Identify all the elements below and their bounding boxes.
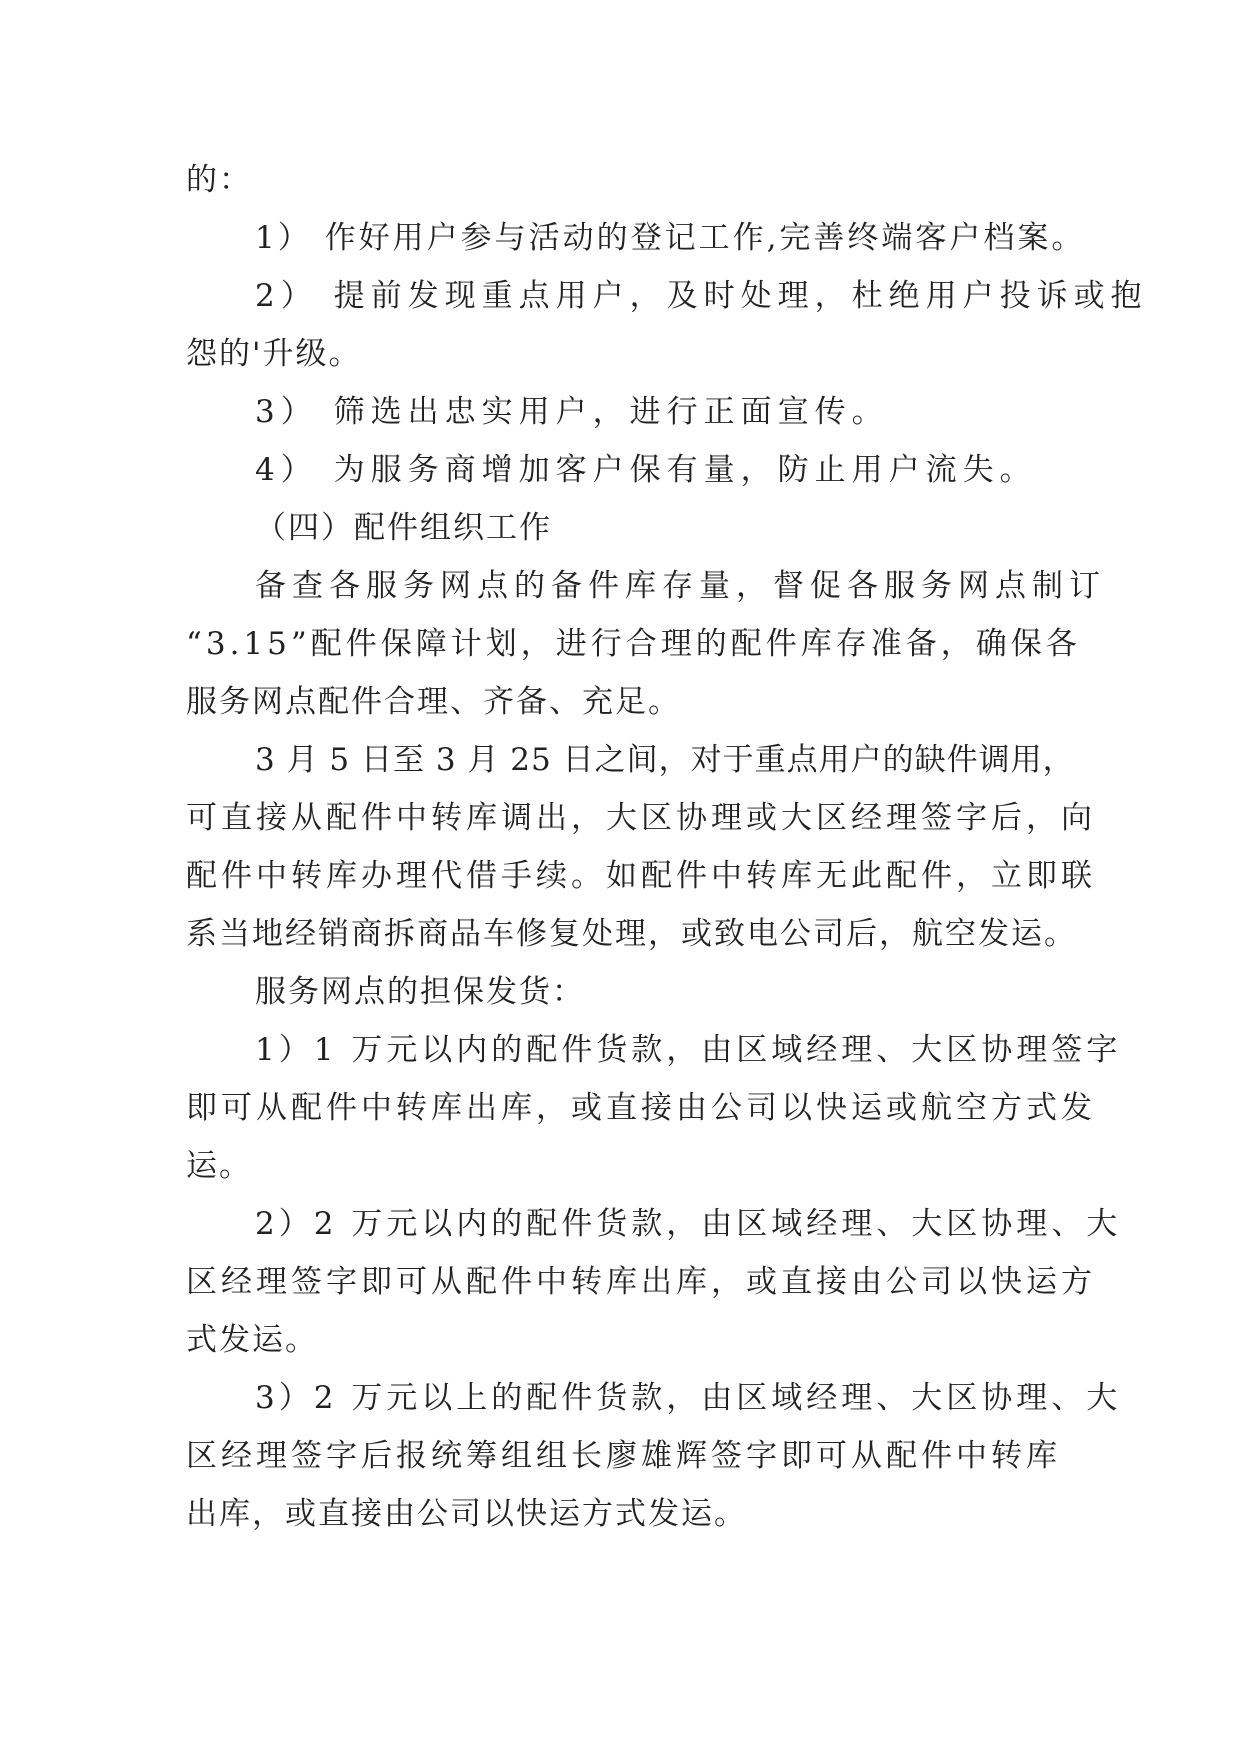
paragraph-line: 服务网点配件合理、齐备、充足。: [186, 684, 681, 720]
section-heading: （四）配件组织工作: [255, 510, 552, 546]
paragraph-line: 3）2 万元以上的配件货款，由区域经理、大区协理、大: [255, 1380, 1122, 1416]
paragraph-line: 区经理签字后报统筹组组长廖雄辉签字即可从配件中转库: [186, 1438, 1061, 1474]
paragraph-line: 备查各服务网点的备件库存量，督促各服务网点制订: [255, 568, 1106, 604]
list-item-2: 2） 提前发现重点用户，及时处理，杜绝用户投诉或抱: [255, 278, 1148, 314]
paragraph-line: 服务网点的担保发货：: [255, 974, 585, 1010]
paragraph-line: 配件中转库办理代借手续。如配件中转库无此配件，立即联: [186, 858, 1096, 894]
paragraph-line: 出库，或直接由公司以快运方式发运。: [186, 1496, 747, 1532]
paragraph-line: 系当地经销商拆商品车修复处理，或致电公司后，航空发运。: [186, 916, 1077, 952]
paragraph-line: 3 月 5 日至 3 月 25 日之间，对于重点用户的缺件调用，: [255, 742, 1075, 778]
list-item-1: 1） 作好用户参与活动的登记工作,完善终端客户档案。: [255, 220, 1086, 256]
paragraph-line: 1）1 万元以内的配件货款，由区域经理、大区协理签字: [255, 1032, 1122, 1068]
paragraph-line: 运。: [186, 1148, 252, 1184]
paragraph-line: 可直接从配件中转库调出，大区协理或大区经理签字后，向: [186, 800, 1096, 836]
text-line: 的：: [186, 162, 252, 198]
paragraph-line: 即可从配件中转库出库，或直接由公司以快运或航空方式发: [186, 1090, 1096, 1126]
text-line: 怨的'升级。: [186, 336, 362, 372]
list-item-3: 3） 筛选出忠实用户，进行正面宣传。: [255, 394, 889, 430]
paragraph-line: 2）2 万元以内的配件货款，由区域经理、大区协理、大: [255, 1206, 1122, 1242]
list-item-4: 4） 为服务商增加客户保有量，防止用户流失。: [255, 452, 1037, 488]
paragraph-line: “3.15”配件保障计划，进行合理的配件库存准备，确保各: [186, 626, 1081, 662]
paragraph-line: 式发运。: [186, 1322, 318, 1358]
paragraph-line: 区经理签字即可从配件中转库出库，或直接由公司以快运方: [186, 1264, 1096, 1300]
